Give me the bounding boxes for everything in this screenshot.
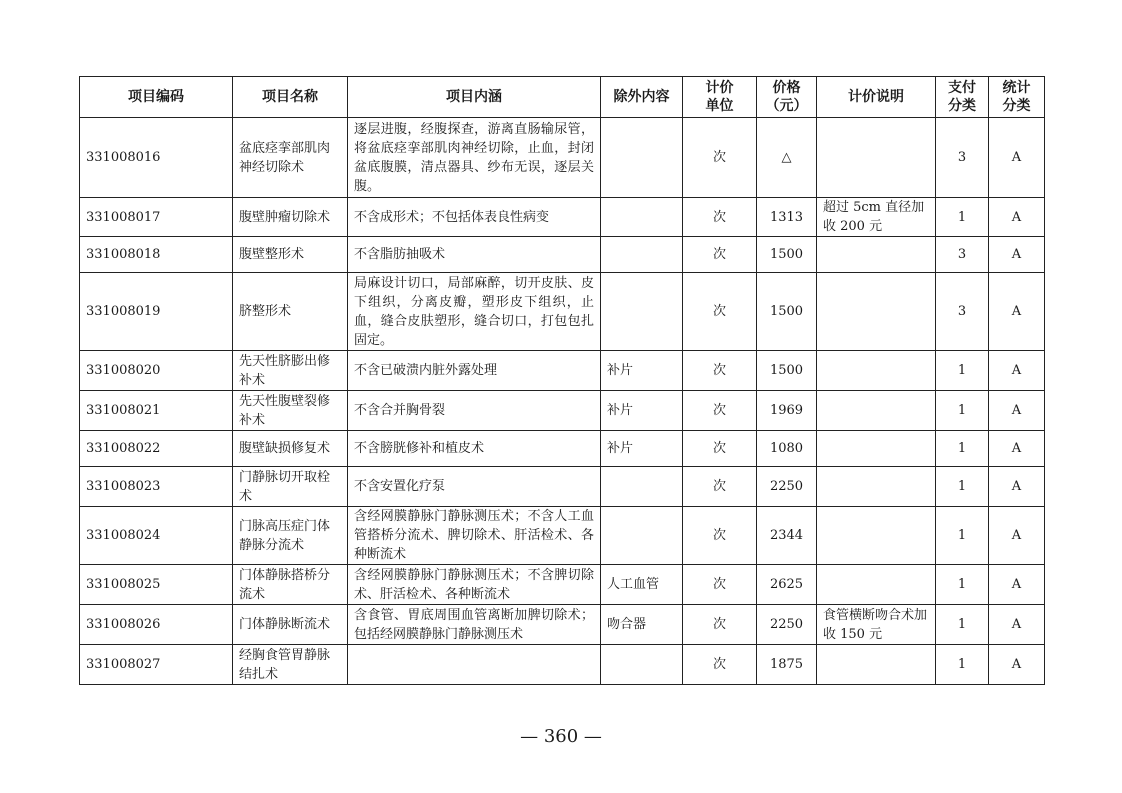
table-row <box>80 645 1045 685</box>
cell-price: 1875 <box>757 645 817 685</box>
cell-notes <box>817 565 936 605</box>
cell-code: 331008024 <box>80 507 233 565</box>
cell-notes <box>817 391 936 431</box>
cell-notes <box>817 237 936 273</box>
cell-content <box>348 645 601 685</box>
cell-exclusion <box>601 273 683 351</box>
cell-price: 2625 <box>757 565 817 605</box>
cell-content: 含经网膜静脉门静脉测压术；不含脾切除术、肝活检术、各种断流术 <box>348 565 601 605</box>
cell-unit: 次 <box>683 198 757 237</box>
cell-price: △ <box>757 118 817 198</box>
cell-name: 经胸食管胃静脉结扎术 <box>233 645 348 685</box>
cell-pay: 3 <box>936 237 989 273</box>
cell-stat: A <box>989 198 1045 237</box>
header-content: 项目内涵 <box>348 77 601 118</box>
cell-unit: 次 <box>683 118 757 198</box>
cell-name: 盆底痉挛部肌肉神经切除术 <box>233 118 348 198</box>
cell-price: 1313 <box>757 198 817 237</box>
header-stat: 统计 分类 <box>989 77 1045 118</box>
cell-content: 不含成形术；不包括体表良性病变 <box>348 198 601 237</box>
cell-unit: 次 <box>683 273 757 351</box>
table-row <box>80 605 1045 645</box>
table-row <box>80 237 1045 273</box>
cell-stat: A <box>989 118 1045 198</box>
header-code: 项目编码 <box>80 77 233 118</box>
cell-notes: 超过 5cm 直径加收 200 元 <box>817 198 936 237</box>
cell-name: 门静脉切开取栓术 <box>233 467 348 507</box>
table-row <box>80 467 1045 507</box>
cell-content: 不含膀胱修补和植皮术 <box>348 431 601 467</box>
cell-code: 331008017 <box>80 198 233 237</box>
fee-table <box>79 76 1045 685</box>
cell-code: 331008022 <box>80 431 233 467</box>
cell-name: 门体静脉搭桥分流术 <box>233 565 348 605</box>
table-row <box>80 273 1045 351</box>
cell-stat: A <box>989 273 1045 351</box>
cell-exclusion: 补片 <box>601 351 683 391</box>
cell-stat: A <box>989 431 1045 467</box>
table-body <box>80 118 1045 685</box>
cell-code: 331008019 <box>80 273 233 351</box>
cell-price: 1080 <box>757 431 817 467</box>
header-name: 项目名称 <box>233 77 348 118</box>
cell-name: 门体静脉断流术 <box>233 605 348 645</box>
cell-code: 331008027 <box>80 645 233 685</box>
cell-exclusion <box>601 237 683 273</box>
cell-stat: A <box>989 351 1045 391</box>
cell-name: 腹壁肿瘤切除术 <box>233 198 348 237</box>
cell-unit: 次 <box>683 565 757 605</box>
cell-price: 1500 <box>757 273 817 351</box>
table-row <box>80 118 1045 198</box>
header-pay: 支付 分类 <box>936 77 989 118</box>
cell-pay: 1 <box>936 431 989 467</box>
cell-exclusion: 补片 <box>601 391 683 431</box>
cell-notes <box>817 118 936 198</box>
header-notes: 计价说明 <box>817 77 936 118</box>
cell-exclusion: 补片 <box>601 431 683 467</box>
cell-exclusion: 吻合器 <box>601 605 683 645</box>
cell-notes <box>817 507 936 565</box>
cell-price: 1500 <box>757 351 817 391</box>
cell-code: 331008025 <box>80 565 233 605</box>
cell-content: 不含合并胸骨裂 <box>348 391 601 431</box>
cell-stat: A <box>989 605 1045 645</box>
cell-exclusion: 人工血管 <box>601 565 683 605</box>
cell-name: 先天性脐膨出修补术 <box>233 351 348 391</box>
cell-unit: 次 <box>683 645 757 685</box>
cell-content: 含经网膜静脉门静脉测压术；不含人工血管搭桥分流术、脾切除术、肝活检术、各种断流术 <box>348 507 601 565</box>
cell-unit: 次 <box>683 507 757 565</box>
cell-notes <box>817 273 936 351</box>
cell-notes <box>817 645 936 685</box>
cell-unit: 次 <box>683 605 757 645</box>
cell-notes <box>817 351 936 391</box>
cell-price: 2250 <box>757 467 817 507</box>
cell-pay: 1 <box>936 645 989 685</box>
cell-stat: A <box>989 645 1045 685</box>
cell-pay: 1 <box>936 605 989 645</box>
cell-price: 2344 <box>757 507 817 565</box>
header-price: 价格 （元） <box>757 77 817 118</box>
cell-stat: A <box>989 467 1045 507</box>
cell-code: 331008020 <box>80 351 233 391</box>
cell-pay: 1 <box>936 467 989 507</box>
cell-code: 331008016 <box>80 118 233 198</box>
cell-code: 331008018 <box>80 237 233 273</box>
cell-name: 腹壁缺损修复术 <box>233 431 348 467</box>
header-unit: 计价 单位 <box>683 77 757 118</box>
table-row <box>80 391 1045 431</box>
cell-stat: A <box>989 391 1045 431</box>
cell-name: 脐整形术 <box>233 273 348 351</box>
table-row <box>80 565 1045 605</box>
header-exclusion: 除外内容 <box>601 77 683 118</box>
page-number: — 360 — <box>520 726 602 747</box>
cell-exclusion <box>601 507 683 565</box>
cell-unit: 次 <box>683 467 757 507</box>
table-row <box>80 431 1045 467</box>
cell-price: 1500 <box>757 237 817 273</box>
cell-name: 腹壁整形术 <box>233 237 348 273</box>
cell-stat: A <box>989 565 1045 605</box>
cell-stat: A <box>989 507 1045 565</box>
cell-price: 2250 <box>757 605 817 645</box>
cell-pay: 3 <box>936 273 989 351</box>
cell-unit: 次 <box>683 431 757 467</box>
cell-code: 331008021 <box>80 391 233 431</box>
cell-content: 含食管、胃底周围血管离断加脾切除术；包括经网膜静脉门静脉测压术 <box>348 605 601 645</box>
table-row <box>80 198 1045 237</box>
cell-code: 331008023 <box>80 467 233 507</box>
cell-pay: 1 <box>936 565 989 605</box>
cell-exclusion <box>601 198 683 237</box>
header-row <box>80 77 1045 118</box>
cell-content: 不含脂肪抽吸术 <box>348 237 601 273</box>
cell-notes <box>817 431 936 467</box>
cell-unit: 次 <box>683 351 757 391</box>
cell-content: 不含安置化疗泵 <box>348 467 601 507</box>
cell-exclusion <box>601 467 683 507</box>
cell-pay: 1 <box>936 351 989 391</box>
cell-pay: 1 <box>936 507 989 565</box>
cell-content: 不含已破溃内脏外露处理 <box>348 351 601 391</box>
cell-content: 局麻设计切口，局部麻醉，切开皮肤、皮下组织，分离皮瓣，塑形皮下组织，止血，缝合皮肤塑形，缝合切口，打包包扎固定。 <box>348 273 601 351</box>
cell-exclusion <box>601 118 683 198</box>
cell-notes <box>817 467 936 507</box>
table-row <box>80 507 1045 565</box>
cell-code: 331008026 <box>80 605 233 645</box>
cell-unit: 次 <box>683 237 757 273</box>
cell-unit: 次 <box>683 391 757 431</box>
cell-stat: A <box>989 237 1045 273</box>
table-row <box>80 351 1045 391</box>
cell-exclusion <box>601 645 683 685</box>
cell-notes: 食管横断吻合术加收 150 元 <box>817 605 936 645</box>
cell-pay: 3 <box>936 118 989 198</box>
cell-pay: 1 <box>936 391 989 431</box>
cell-pay: 1 <box>936 198 989 237</box>
cell-name: 门脉高压症门体静脉分流术 <box>233 507 348 565</box>
cell-price: 1969 <box>757 391 817 431</box>
cell-name: 先天性腹壁裂修补术 <box>233 391 348 431</box>
cell-content: 逐层进腹，经腹探查，游离直肠输尿管，将盆底痉挛部肌肉神经切除，止血，封闭盆底腹膜，清点器具、纱布无误，逐层关腹。 <box>348 118 601 198</box>
